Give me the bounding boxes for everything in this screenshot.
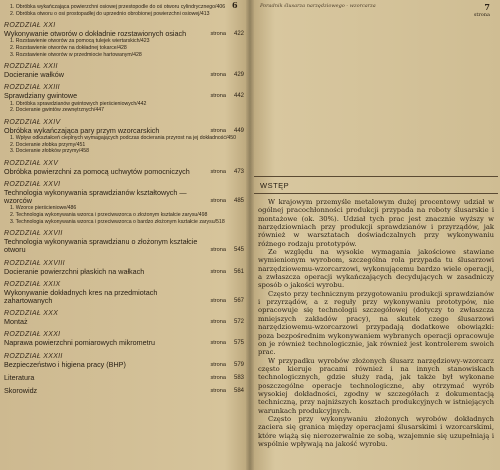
toc-chapter	[4, 119, 244, 155]
strona-word: strona	[210, 198, 226, 205]
chapter-title: Wykonywanie otworów o dokładnie rozstawionych osiach	[4, 29, 187, 39]
introduction-body	[258, 198, 494, 448]
toc-sub-item: 1. Rozstawienie otworów za pomocą tulejek wiertarskich/423	[10, 38, 150, 45]
body-paragraph: W przypadku wyrobów złożonych ślusarz narzędziowy-wzorcarz często kieruje pracami również i na innych stanowiskach technologicznych, gdzie służy radą, jak także był wykonane poszczególne operacje technologiczne, aby otrzymać wyrób wysokiej dokładności, zgodny w szczegółach z dokumentacją techniczną, przy najniższych kosztach produkcyjnych w istniejących warunkach produkcyjnych.	[258, 356, 494, 415]
chapter-title: Docieranie powierzchni płaskich na wałkach	[4, 266, 145, 276]
chapter-title-row	[4, 318, 244, 326]
chapter-title-row	[4, 92, 244, 100]
chapter-label: ROZDZIAŁ XXVII	[4, 230, 63, 238]
chapter-title-row	[4, 387, 244, 395]
chapter-title-row	[4, 127, 244, 135]
chapter-page-ref	[210, 92, 244, 100]
chapter-label: ROZDZIAŁ XXXI	[4, 331, 61, 339]
toc-sub-item: 1. Obróbka wykańczająca powierzchni osiowej przestopodle do oś otworu cylindrycznego/406	[10, 4, 226, 10]
right-page-introduction	[252, 0, 500, 470]
chapter-page-number: 442	[233, 93, 244, 100]
toc-chapter	[4, 387, 244, 395]
toc-sub-item: 3. Technologia wykonywania wzorca i przeciwwzorca o bardzo złożonym kształcie zarysu/518	[10, 218, 225, 225]
chapter-title-row	[4, 30, 244, 38]
chapter-label: ROZDZIAŁ XXIII	[4, 84, 60, 92]
chapter-page-number: 579	[233, 361, 244, 368]
toc-chapter	[4, 374, 244, 382]
toc-sub-item: 1. Wpływ odkształceń cieplnych wymagających podczas docierania przyrost na jej dokładność/450	[10, 134, 237, 141]
chapter-page-ref	[210, 197, 244, 205]
strona-word: strona	[210, 31, 226, 38]
chapter-label: ROZDZIAŁ XXV	[4, 159, 59, 167]
chapter-page-ref	[210, 374, 244, 382]
toc-chapter	[4, 260, 244, 276]
chapter-title-row	[4, 71, 244, 79]
section-title: WSTĘP	[260, 181, 290, 190]
right-page-number: 7	[484, 2, 490, 12]
toc-chapter	[4, 353, 244, 369]
strona-word: strona	[210, 247, 226, 254]
chapter-page-number: 422	[233, 31, 244, 38]
chapter-label: ROZDZIAŁ XXIV	[4, 118, 61, 126]
chapter-page-number: 575	[233, 340, 244, 347]
toc-sub-item: 2. Obróbka otworu o osi prostopadłej do uprzednio obrobionej powierzchni osiowej/413	[10, 10, 210, 17]
body-paragraph: Często przy wykonywaniu złożonych wyrobów dokładnych zaciera się granica między operacjami ślusarskimi i wzorcarskimi, które wiążą się nierozerwalnie ze sobą, wzajemnie się uzupełniają i wspólnie wpływają na jakość wyrobu.	[258, 414, 494, 448]
left-page-number: 6	[232, 0, 238, 10]
body-paragraph: Często przy technicznym przygotowaniu produkcji sprawdzianów i przyrządów, a z reguły przy wykonywaniu prototypów, nie opracowuje się technologii szczegółowej (dotyczy to zwłaszcza mniejszych zakładów pracy), na skutek czego ślusarzowi narzędziowemu-wzorcarzowi przypadają dodatkowe obowiązki: poza bezpośrednim wykonywaniem wybranych operacji opracowuje on je również technologicznie, jak również jest kontrolerem swoich prac.	[258, 289, 494, 357]
chapter-page-number: 485	[233, 198, 244, 205]
toc-sub-item: 2. Docieranie gwintów zewnętrznych/447	[10, 107, 105, 114]
toc-sub-item: 3. Rozstawienie otworów w przedmiocie hartowanym/428	[10, 51, 142, 58]
chapter-page-number: 429	[233, 72, 244, 79]
chapter-title: Bezpieczeństwo i higiena pracy (BHP)	[4, 359, 126, 369]
toc-intro-items	[4, 4, 244, 17]
chapter-title: Naprawa powierzchni pomiarowych mikrometru	[4, 338, 155, 348]
chapter-title: Technologia wykonywania sprawdzianów kształtowych — wzorców	[4, 187, 187, 206]
chapter-title-row	[4, 374, 244, 382]
strona-word: strona	[210, 319, 226, 326]
chapter-page-number: 561	[233, 268, 244, 275]
section-heading-box	[254, 176, 498, 194]
chapter-page-number: 545	[233, 247, 244, 254]
chapter-title: Obróbka powierzchni za pomocą uchwytów pomocniczych	[4, 166, 190, 176]
chapter-title: Sprawdziany gwintowe	[4, 91, 78, 101]
chapter-page-ref	[210, 387, 244, 395]
toc-chapter	[4, 160, 244, 176]
chapter-title-row	[4, 361, 244, 369]
toc-chapter	[4, 181, 244, 225]
toc-chapter	[4, 84, 244, 113]
chapter-page-number: 449	[233, 127, 244, 134]
strona-label: strona	[473, 12, 490, 18]
chapter-label: ROZDZIAŁ XXVIII	[4, 259, 65, 267]
body-paragraph: W krajowym przemyśle metalowym dużej procentowy udział w ogólnej pracochłonności produkcji przypada na roboty ślusarskie i montażowe (ok. 30%). Udział tych prac jest znacznie wyższy w narzędziowniach przy produkcji sprawdzianów i przyrządów, jak również w warsztatach doświadczalnych przy wykonywaniu różnego rodzaju prototypów.	[258, 198, 494, 248]
toc-sub-item: 1. Obróbka sprawdzianów gwintowych pierścieniowych/442	[10, 100, 147, 107]
chapter-label: ROZDZIAŁ XXX	[4, 310, 59, 318]
strona-word: strona	[210, 361, 226, 368]
chapter-title-row	[4, 339, 244, 347]
chapter-page-ref	[210, 339, 244, 347]
chapter-title: Docieranie wałków	[4, 70, 64, 80]
chapter-label: ROZDZIAŁ XXI	[4, 22, 56, 30]
chapter-title-row	[4, 268, 244, 276]
chapter-page-ref	[210, 297, 244, 305]
chapter-label: ROZDZIAŁ XXII	[4, 63, 58, 71]
chapter-label: ROZDZIAŁ XXIX	[4, 280, 61, 288]
strona-word: strona	[210, 127, 226, 134]
chapter-title-row	[4, 289, 244, 305]
chapter-title-row	[4, 189, 244, 205]
toc-sub-item: 3. Docieranie złobków przymy/458	[10, 148, 90, 155]
chapter-page-number: 572	[233, 319, 244, 326]
toc-sub-item: 2. Rozstawienie otworów na dokładnej tokarce/428	[10, 44, 127, 51]
chapter-title-row	[4, 238, 244, 254]
chapter-page-number: 473	[233, 168, 244, 175]
chapter-page-ref	[210, 30, 244, 38]
strona-word: strona	[210, 297, 226, 304]
chapter-page-ref	[210, 127, 244, 135]
body-paragraph: Ze względu na wysokie wymagania jakościowe stawiane wymienionym wyrobom, szczególna rola przypada tu ślusarzowi narzędziowemu-wzorcarzowi, wykonującemu bardzo wiele operacji, a zwłaszcza operacji wykańczających decydujących w zasadniczy sposób o jakości wyrobu.	[258, 248, 494, 290]
chapter-title-row	[4, 168, 244, 176]
strona-word: strona	[210, 168, 226, 175]
strona-word: strona	[210, 387, 226, 394]
chapter-page-ref	[210, 318, 244, 326]
chapter-label: ROZDZIAŁ XXVI	[4, 180, 61, 188]
chapter-page-number: 567	[233, 297, 244, 304]
toc-chapter	[4, 310, 244, 326]
chapter-page-ref	[210, 361, 244, 369]
toc-sub-item: 1. Wzorce pierścieniowe/486	[10, 205, 77, 212]
chapter-title: Wykonywanie dokładnych kres na przedmiotach zahartowanych	[4, 287, 158, 305]
toc-chapter	[4, 63, 244, 79]
chapter-title: Obróbka wykańczająca pary przym wzorcarskich	[4, 125, 160, 135]
toc-sub-item: 2. Docieranie złobka przymy/451	[10, 141, 86, 148]
chapter-page-ref	[210, 71, 244, 79]
table-of-contents	[4, 4, 244, 395]
strona-word: strona	[210, 340, 226, 347]
strona-word: strona	[210, 93, 226, 100]
toc-chapter	[4, 22, 244, 58]
toc-sub-item: 2. Technologia wykonywania wzorca i przeciwwzorca o złożonym kształcie zarysu/498	[10, 211, 208, 218]
chapter-page-ref	[210, 168, 244, 176]
chapter-page-number: 583	[233, 374, 244, 381]
chapter-page-number: 584	[233, 387, 244, 394]
running-header: Poradnik ślusarza narzędziowego - wzorcarza	[260, 3, 376, 9]
chapter-title: Technologia wykonywania sprawdzianu o złożonym kształcie otworu	[4, 237, 198, 255]
toc-chapter	[4, 281, 244, 305]
strona-word: strona	[210, 374, 226, 381]
chapter-page-ref	[210, 246, 244, 254]
toc-chapter	[4, 331, 244, 347]
chapter-title: Literatura	[4, 372, 35, 382]
chapter-title: Skorowidz	[4, 385, 38, 395]
chapter-page-ref	[210, 268, 244, 276]
strona-word: strona	[210, 268, 226, 275]
strona-word: strona	[210, 72, 226, 79]
chapter-title: Montaż	[4, 317, 28, 327]
toc-chapter	[4, 230, 244, 254]
chapter-label: ROZDZIAŁ XXXII	[4, 352, 63, 360]
